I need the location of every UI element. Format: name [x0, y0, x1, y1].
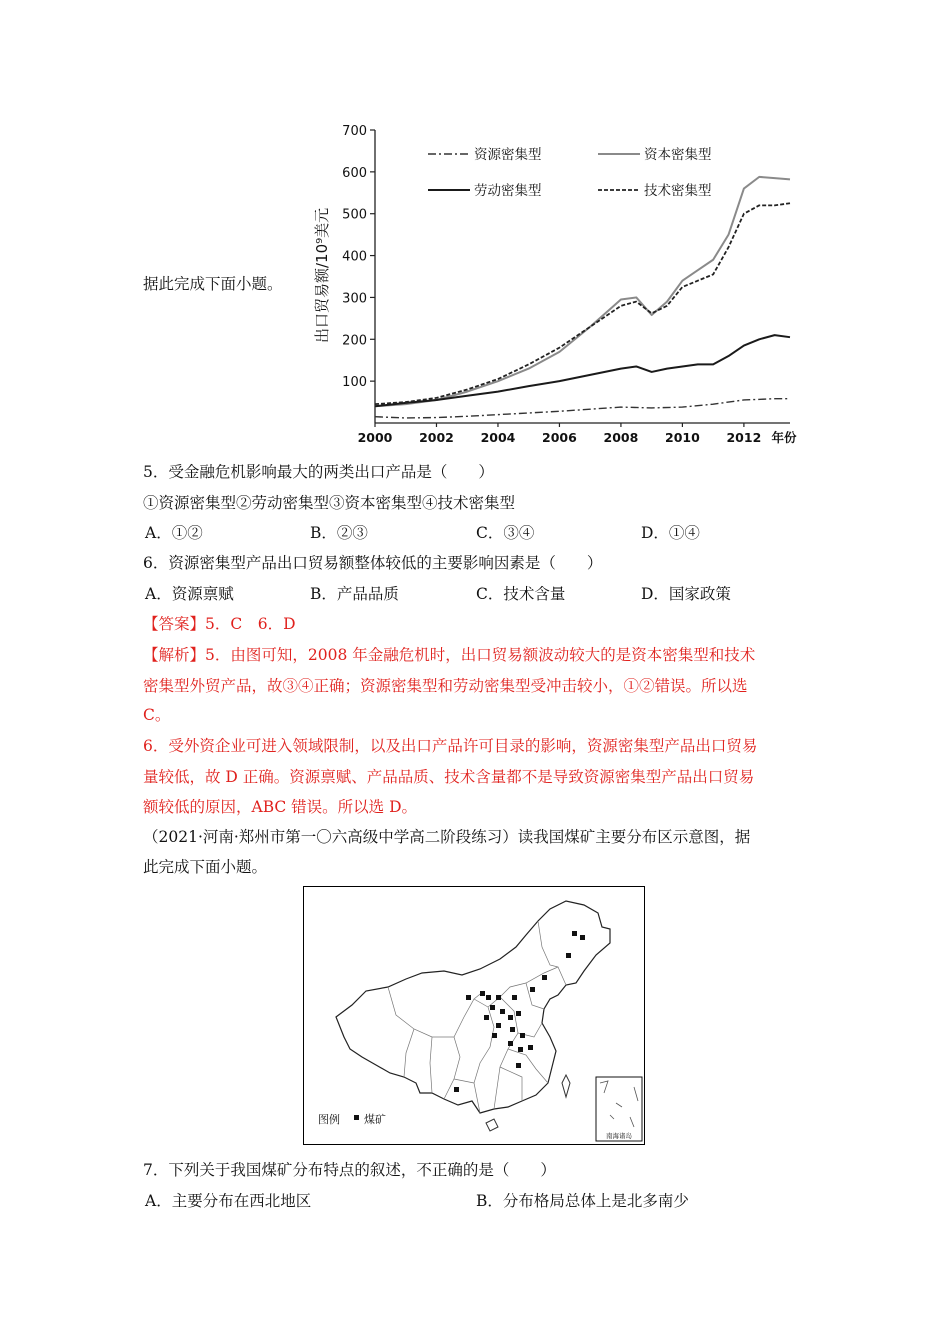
- q6-option-b[interactable]: B．产品品质: [310, 585, 399, 603]
- x-tick-label: 2002: [419, 430, 454, 445]
- q6-option-a[interactable]: A．资源禀赋: [145, 585, 234, 603]
- coal-mine-markers: [454, 931, 585, 1092]
- export-trade-line-chart: [300, 118, 800, 448]
- x-tick-label: 2012: [726, 430, 762, 445]
- legend-label: 资本密集型: [644, 147, 712, 163]
- q6-option-c[interactable]: C．技术含量: [476, 585, 566, 603]
- x-tick-label: 2010: [665, 430, 700, 445]
- coal-mine-marker: [528, 1045, 533, 1050]
- coal-mine-marker: [466, 995, 471, 1000]
- series-line-dashdot: [375, 399, 790, 418]
- y-tick-label: 500: [342, 207, 367, 223]
- x-tick-label: 2008: [603, 430, 639, 445]
- map-legend-prefix: 图例: [318, 1113, 340, 1126]
- y-tick-label: 300: [342, 291, 367, 307]
- intro-line: 据此完成下面小题。: [143, 275, 283, 293]
- province-lines: [388, 921, 566, 1113]
- coal-mine-marker: [542, 975, 547, 980]
- answer-line: 【答案】5．C 6．D: [143, 615, 296, 633]
- y-tick-label: 600: [342, 165, 367, 181]
- chart-ticks: [342, 124, 797, 445]
- y-tick-label: 400: [342, 249, 367, 265]
- x-tick-label: 2000: [357, 430, 393, 445]
- q5-option-c[interactable]: C．③④: [476, 524, 535, 542]
- series-line-solid: [375, 335, 790, 406]
- y-tick-label: 700: [342, 124, 367, 139]
- coal-mine-marker: [496, 1023, 501, 1028]
- q7-stem: 7．下列关于我国煤矿分布特点的叙述，不正确的是（ ）: [143, 1161, 556, 1179]
- coal-mine-marker: [516, 1011, 521, 1016]
- series-line-gray: [375, 177, 790, 406]
- legend-label: 劳动密集型: [474, 183, 542, 199]
- analysis-line-3: C。: [143, 706, 171, 724]
- coal-mine-marker: [516, 1063, 521, 1068]
- y-tick-label: 200: [342, 333, 367, 349]
- analysis-line-5: 量较低，故 D 正确。资源禀赋、产品品质、技术含量都不是导致资源密集型产品出口贸易: [143, 768, 755, 786]
- q5-items: ①资源密集型②劳动密集型③资本密集型④技术密集型: [143, 494, 516, 512]
- q5-option-b[interactable]: B．②③: [310, 524, 368, 542]
- coal-mine-marker: [496, 995, 501, 1000]
- y-tick-label: 100: [342, 375, 367, 391]
- source-line-1: （2021·河南·郑州市第一〇六高级中学高二阶段练习）读我国煤矿主要分布区示意图，据: [143, 828, 751, 846]
- coal-mine-marker: [508, 1015, 513, 1020]
- coal-mine-marker: [566, 953, 571, 958]
- coal-mine-marker: [484, 1015, 489, 1020]
- coal-mine-map: [303, 886, 645, 1145]
- taiwan-island: [562, 1075, 570, 1097]
- inset-label: 南海诸岛: [606, 1132, 632, 1140]
- coal-mine-marker: [510, 1027, 515, 1032]
- coal-mine-marker: [508, 1041, 513, 1046]
- q5-option-a[interactable]: A．①②: [145, 524, 203, 542]
- coal-mine-marker: [572, 931, 577, 936]
- coal-mine-marker: [490, 1005, 495, 1010]
- q6-stem: 6．资源密集型产品出口贸易额整体较低的主要影响因素是（ ）: [143, 554, 603, 572]
- q5-option-d[interactable]: D．①④: [641, 524, 700, 542]
- legend-label: 技术密集型: [644, 183, 712, 199]
- map-legend-label: 煤矿: [364, 1113, 386, 1126]
- q5-stem: 5．受金融危机影响最大的两类出口产品是（ ）: [143, 463, 494, 481]
- analysis-line-6: 额较低的原因，ABC 错误。所以选 D。: [143, 798, 418, 816]
- coal-mine-marker: [500, 1009, 505, 1014]
- x-tick-label: 2006: [542, 430, 577, 445]
- hainan-island: [486, 1119, 498, 1131]
- coal-mine-marker: [530, 987, 535, 992]
- x-tick-label: 2004: [480, 430, 516, 445]
- q7-option-b[interactable]: B．分布格局总体上是北多南少: [476, 1192, 689, 1210]
- analysis-line-2: 密集型外贸产品，故③④正确；资源密集型和劳动密集型受冲击较小，①②错误。所以选: [143, 677, 748, 695]
- coal-mine-marker: [454, 1087, 459, 1092]
- series-line-dotted: [375, 203, 790, 404]
- analysis-line-4: 6．受外资企业可进入领域限制，以及出口产品许可目录的影响，资源密集型产品出口贸易: [143, 737, 758, 755]
- coal-mine-marker: [580, 935, 585, 940]
- chart-axes: [375, 130, 790, 423]
- coal-mine-marker: [520, 1033, 525, 1038]
- source-line-2: 此完成下面小题。: [143, 858, 268, 876]
- coal-mine-marker: [518, 1047, 523, 1052]
- q7-option-a[interactable]: A．主要分布在西北地区: [145, 1192, 312, 1210]
- coal-mine-marker: [512, 995, 517, 1000]
- chart-legend: [428, 146, 712, 199]
- coal-mine-marker: [480, 991, 485, 996]
- chart-series: [375, 177, 790, 418]
- coal-mine-marker: [492, 1033, 497, 1038]
- map-legend-marker: [354, 1115, 359, 1120]
- coal-mine-marker: [486, 995, 491, 1000]
- q6-option-d[interactable]: D．国家政策: [641, 585, 731, 603]
- x-axis-unit-label: 年份: [771, 430, 797, 445]
- legend-label: 资源密集型: [474, 147, 542, 163]
- analysis-line-1: 【解析】5．由图可知，2008 年金融危机时，出口贸易额波动较大的是资本密集型和技术: [143, 646, 756, 664]
- y-axis-label: 出口贸易额/10⁹美元: [313, 207, 331, 343]
- china-map-svg: [304, 887, 644, 1144]
